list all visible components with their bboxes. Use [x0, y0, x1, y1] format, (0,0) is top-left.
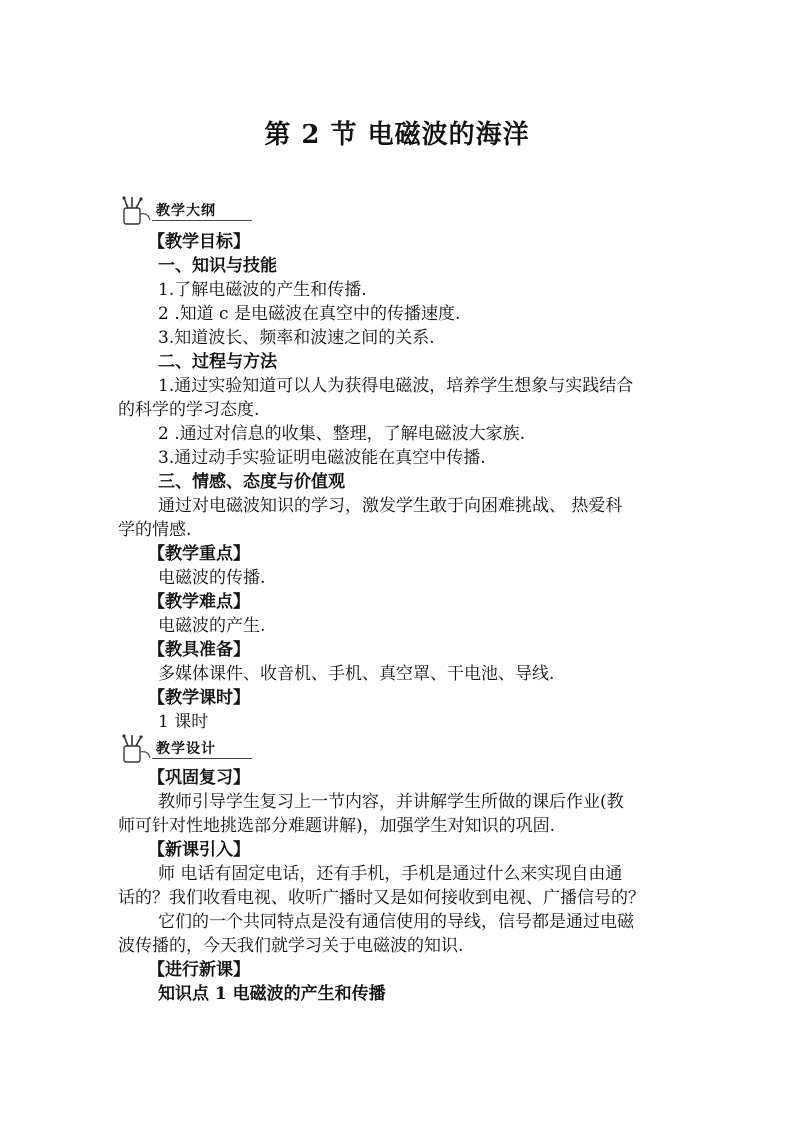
design-banner [118, 734, 248, 764]
text-line: 师 电话有固定电话，还有手机，手机是通过什么来实现自由通 [158, 864, 623, 884]
heading-teaching-goals: 【教学目标】 [148, 232, 250, 252]
heading-knowledge-skills: 一、知识与技能 [158, 256, 277, 276]
design-banner-label: 教学设计 [156, 741, 216, 757]
text-line: 话的？我们收看电视、收听广播时又是如何接收到电视、广播信号的？ [118, 888, 645, 908]
text-line: 1.了解电磁波的产生和传播. [158, 280, 367, 300]
heading-class-hours: 【教学课时】 [148, 688, 250, 708]
heading-difficulties: 【教学难点】 [148, 592, 250, 612]
text-line: 1 课时 [158, 712, 209, 732]
outline-banner [118, 196, 248, 226]
heading-teaching-aids: 【教具准备】 [148, 640, 250, 660]
text-line: 3.知道波长、频率和波速之间的关系. [158, 328, 435, 348]
text-line: 多媒体课件、收音机、手机、真空罩、干电池、导线. [158, 664, 555, 684]
text-line: 电磁波的传播. [158, 568, 266, 588]
pencil-cup-icon [118, 734, 152, 764]
text-line: 电磁波的产生. [158, 616, 266, 636]
text-line: 3.通过动手实验证明电磁波能在真空中传播. [158, 448, 486, 468]
heading-emotion-values: 三、情感、态度与价值观 [158, 472, 345, 492]
heading-new-lesson: 【进行新课】 [148, 960, 250, 980]
text-line: 1.通过实验知道可以人为获得电磁波，培养学生想象与实践结合 [158, 376, 634, 396]
knowledge-point-heading: 知识点 1 电磁波的产生和传播 [158, 984, 386, 1004]
text-line: 通过对电磁波知识的学习，激发学生敢于向困难挑战、 热爱科 [158, 496, 623, 516]
text-line: 2 .通过对信息的收集、整理，了解电磁波大家族. [158, 424, 526, 444]
heading-new-lesson-intro: 【新课引入】 [148, 840, 250, 860]
banner-underline [152, 220, 252, 221]
heading-key-points: 【教学重点】 [148, 544, 250, 564]
pencil-cup-icon [118, 196, 152, 226]
text-line: 学的情感. [118, 520, 192, 540]
heading-review: 【巩固复习】 [148, 768, 250, 788]
text-line: 教师引导学生复习上一节内容，并讲解学生所做的课后作业(教 [158, 792, 624, 812]
outline-banner-label: 教学大纲 [156, 203, 216, 219]
page-title: 第 2 节 电磁波的海洋 [264, 120, 530, 150]
banner-underline [152, 758, 252, 759]
text-line: 波传播的，今天我们就学习关于电磁波的知识. [118, 936, 464, 956]
text-line: 师可针对性地挑选部分难题讲解)，加强学生对知识的巩固. [118, 816, 556, 836]
text-line: 2 .知道 c 是电磁波在真空中的传播速度. [158, 304, 461, 324]
heading-process-method: 二、过程与方法 [158, 352, 277, 372]
text-line: 的科学的学习态度. [118, 400, 260, 420]
text-line: 它们的一个共同特点是没有通信使用的导线，信号都是通过电磁 [158, 912, 634, 932]
